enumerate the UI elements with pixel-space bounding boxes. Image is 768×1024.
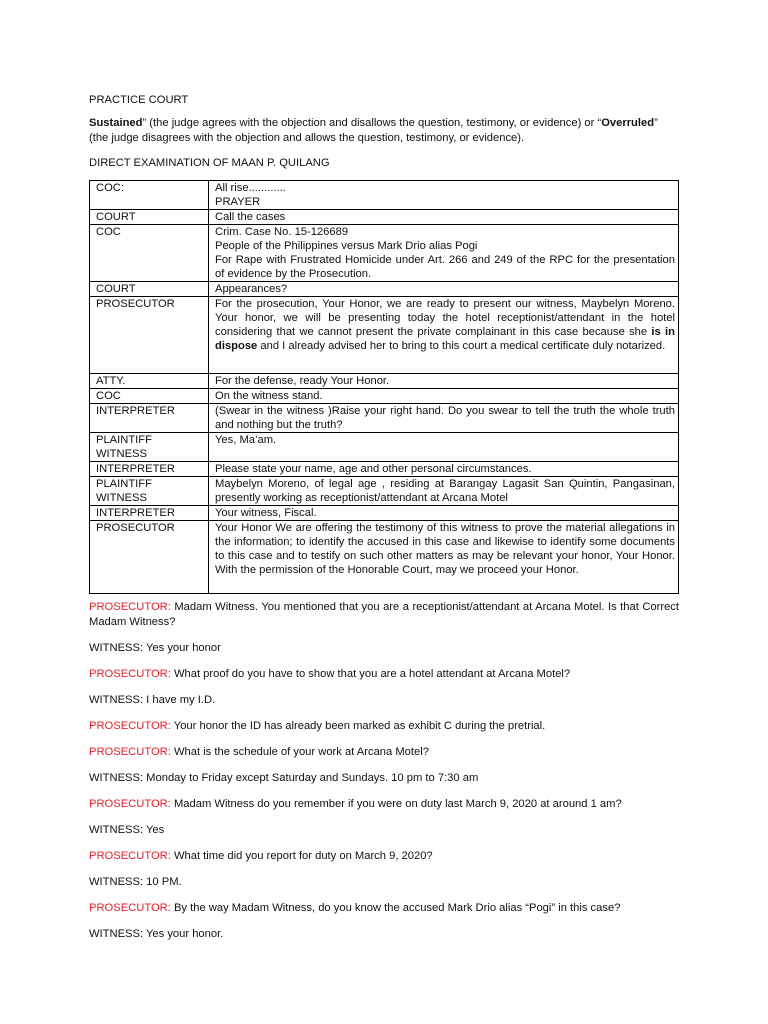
dialogue-text: Monday to Friday except Saturday and Sundays. 10 pm to 7:30 am (143, 772, 479, 784)
dialogue-text: Yes (143, 824, 165, 836)
dialogue-text: What time did you report for duty on March 9, 2020? (170, 850, 433, 862)
speaker-cell (90, 433, 209, 462)
dialogue-line (89, 875, 679, 890)
table-row (90, 462, 679, 477)
text-part: For the prosecution, Your Honor, we are ready to present our witness, Maybelyn Moreno. Your honor, we will be presenting today the hotel receptionist/attendant in the hotel considering that we cannot present the private complainant in this case because she (215, 298, 675, 338)
speaker-cell (90, 477, 209, 506)
prosecutor-label: PROSECUTOR: (89, 720, 171, 732)
text-cell: Your witness, Fiscal. (209, 506, 679, 521)
dialogue-text: I have my I.D. (143, 694, 216, 706)
table-row (90, 210, 679, 225)
dialogue-line (89, 797, 679, 812)
text-cell: Your Honor We are offering the testimony of this witness to prove the material allegations in the information; to identify the accused in this case and likewise to identify some documents to this case and to testify on such other matters as may be relevant your honor, Your Honor. With the permission of the Honorable Court, may we proceed your Honor. (209, 521, 679, 594)
dialogue-line (89, 849, 679, 864)
table-row (90, 181, 679, 210)
speaker-cell: COURT (90, 282, 209, 297)
speaker-line: PLAINTIFF (96, 434, 152, 446)
transcript-table (89, 180, 679, 594)
speaker-line: PLAINTIFF (96, 478, 152, 490)
text-line: All rise............ (215, 182, 286, 194)
text-line: Crim. Case No. 15-126689 (215, 226, 349, 238)
table-row (90, 374, 679, 389)
speaker-cell: COURT (90, 210, 209, 225)
witness-label: WITNESS: (89, 642, 144, 654)
dialogue-line (89, 745, 679, 760)
dialogue-text: Madam Witness do you remember if you were on duty last March 9, 2020 at around 1 am? (170, 798, 622, 810)
speaker-line: WITNESS (96, 448, 147, 460)
prosecutor-label: PROSECUTOR: (89, 850, 171, 862)
sustained-term: Sustained (89, 117, 143, 129)
speaker-line: WITNESS (96, 492, 147, 504)
dialogue-line (89, 719, 679, 734)
text-line: People of the Philippines versus Mark Drio alias Pogi (215, 240, 478, 252)
text-cell (209, 181, 679, 210)
document-body (89, 93, 679, 953)
table-row (90, 297, 679, 374)
dialogue-text: Your honor the ID has already been marked as exhibit C during the pretrial. (170, 720, 546, 732)
speaker-cell: COC: (90, 181, 209, 210)
dialogue-line (89, 693, 679, 708)
dialogue-section (89, 600, 679, 942)
dialogue-line (89, 641, 679, 656)
dialogue-text: 10 PM. (143, 876, 182, 888)
speaker-cell: ATTY. (90, 374, 209, 389)
overruled-term: Overruled (601, 117, 655, 129)
text-cell: (Swear in the witness )Raise your right hand. Do you swear to tell the truth the whole truth and nothing but the truth? (209, 404, 679, 433)
prosecutor-label: PROSECUTOR: (89, 746, 171, 758)
table-row (90, 506, 679, 521)
prosecutor-label: PROSECUTOR: (89, 668, 171, 680)
dialogue-line (89, 927, 679, 942)
witness-label: WITNESS: (89, 694, 144, 706)
exam-title: DIRECT EXAMINATION OF MAAN P. QUILANG (89, 157, 330, 169)
speaker-cell: INTERPRETER (90, 404, 209, 433)
dialogue-text: What proof do you have to show that you are a hotel attendant at Arcana Motel? (170, 668, 571, 680)
table-row (90, 389, 679, 404)
speaker-cell: INTERPRETER (90, 462, 209, 477)
dialogue-text: Yes your honor. (143, 928, 224, 940)
dialogue-text: What is the schedule of your work at Arcana Motel? (170, 746, 429, 758)
dialogue-line (89, 823, 679, 838)
dialogue-line (89, 667, 679, 682)
witness-label: WITNESS: (89, 928, 144, 940)
dialogue-line (89, 901, 679, 916)
text-cell: Appearances? (209, 282, 679, 297)
witness-label: WITNESS: (89, 876, 144, 888)
text-line: PRAYER (215, 196, 261, 208)
text-cell (209, 225, 679, 282)
dialogue-line (89, 600, 679, 630)
sustained-desc: ” (the judge agrees with the objection and disallows the question, testimony, or evidence) or “ (142, 117, 602, 129)
bold-text: is in dispose (215, 326, 675, 352)
text-cell: On the witness stand. (209, 389, 679, 404)
intro-paragraph (89, 116, 679, 146)
table-row (90, 404, 679, 433)
overruled-desc: ” (the judge disagrees with the objection and allows the question, testimony, or evidence). (89, 117, 658, 144)
speaker-cell: PROSECUTOR (90, 297, 209, 374)
dialogue-text: Yes your honor (143, 642, 221, 654)
witness-label: WITNESS: (89, 772, 144, 784)
dialogue-text: By the way Madam Witness, do you know the accused Mark Drio alias “Pogi” in this case? (170, 902, 621, 914)
text-cell: Yes, Ma’am. (209, 433, 679, 462)
table-row (90, 282, 679, 297)
table-row (90, 225, 679, 282)
text-cell: Maybelyn Moreno, of legal age , residing at Barangay Lagasit San Quintin, Pangasinan, presently working as receptionist/attendant at Arcana Motel (209, 477, 679, 506)
text-cell: For the defense, ready Your Honor. (209, 374, 679, 389)
speaker-cell: PROSECUTOR (90, 521, 209, 594)
speaker-cell: COC (90, 389, 209, 404)
witness-label: WITNESS: (89, 824, 144, 836)
prosecutor-label: PROSECUTOR: (89, 601, 171, 613)
speaker-cell: INTERPRETER (90, 506, 209, 521)
table-row (90, 521, 679, 594)
speaker-cell: COC (90, 225, 209, 282)
dialogue-line (89, 771, 679, 786)
table-row (90, 433, 679, 462)
prosecutor-label: PROSECUTOR: (89, 902, 171, 914)
text-part: and I already advised her to bring to this court a medical certificate duly notarized. (257, 340, 666, 352)
text-line: For Rape with Frustrated Homicide under Art. 266 and 249 of the RPC for the presentation of evidence by the Prosecution. (215, 254, 675, 280)
prosecutor-label: PROSECUTOR: (89, 798, 171, 810)
text-cell: Call the cases (209, 210, 679, 225)
dialogue-text: Madam Witness. You mentioned that you are a receptionist/attendant at Arcana Motel. Is that Correct Madam Witness? (89, 601, 679, 628)
table-row (90, 477, 679, 506)
text-cell: Please state your name, age and other personal circumstances. (209, 462, 679, 477)
text-cell (209, 297, 679, 374)
page-title: PRACTICE COURT (89, 94, 189, 106)
